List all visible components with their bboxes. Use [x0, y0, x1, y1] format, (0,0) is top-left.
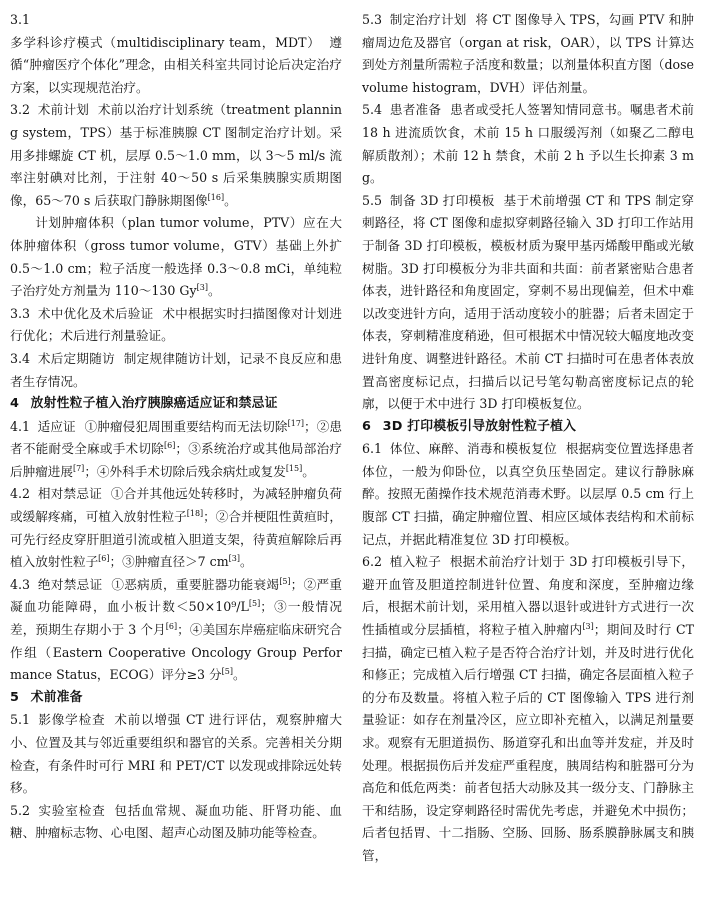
paragraph	[362, 438, 694, 551]
subsection-number: 5.1	[10, 712, 31, 728]
paragraph	[10, 800, 342, 845]
body-text: 制定规律随访计划，记录不良反应和患者生存情况。	[10, 350, 343, 389]
subsection-number: 6.2	[362, 554, 383, 570]
paragraph	[10, 574, 342, 687]
body-text: 将 CT 图像导入 TPS，勾画 PTV 和肿瘤周边危及器官（organ at risk，OAR），以 TPS 计算达到处方剂量所需粒子活度和数量；以剂量体积直方图（dose volume histogram，DVH）评估剂量。	[362, 12, 695, 95]
paragraph	[10, 303, 342, 348]
section-title: 术前准备	[30, 689, 83, 705]
body-text: ①合并其他远处转移时，为减轻肿瘤负荷或缓解疼痛，可植入放射性粒子	[10, 486, 343, 525]
section-title: 放射性粒子植入治疗胰腺癌适应证和禁忌证	[30, 396, 278, 412]
subsection-number: 4.3	[10, 576, 31, 592]
citation: [3]	[196, 282, 208, 292]
citation: [7]	[72, 463, 85, 473]
body-text: ；②严重凝血功能障碍，血小板计数＜50×10⁹/L	[10, 576, 343, 615]
body-text: 术前以增强 CT 进行评估，观察肿瘤大小、位置及其与邻近重要组织和器官的关系。完善相关分期检查，有条件时可行 MRI 和 PET/CT 以发现或排除远处转移。	[10, 712, 342, 796]
section-title: 3D 打印模板引导放射性粒子植入	[382, 418, 577, 434]
citation: [17]	[287, 418, 305, 428]
subsection-title: 影像学检查	[37, 712, 106, 728]
section-number: 6	[362, 418, 372, 434]
paragraph	[362, 99, 694, 189]
subsection-title: 体位、麻醉、消毒和模板复位	[389, 441, 557, 457]
citation: [5]	[279, 576, 291, 586]
paragraph	[362, 190, 694, 416]
subsection-title: 相对禁忌证	[37, 486, 103, 502]
subsection-number: 5.5	[362, 192, 383, 208]
subsection-title: 实验室检查	[37, 802, 106, 818]
citation: [6]	[98, 554, 110, 564]
paragraph	[10, 212, 342, 302]
subsection-title: 适应证	[37, 418, 76, 434]
subsection-number: 3.1	[10, 12, 31, 27]
paragraph	[10, 483, 342, 573]
body-text: ；②合并梗阻性黄疸时，可先行经皮穿肝胆道引流或植入胆道支架，待黄疸解除后再植入放射性粒子	[10, 509, 343, 570]
subsection-number: 5.3	[362, 12, 383, 27]
body-text: ；④外科手术切除后残余病灶或复发	[84, 463, 286, 479]
citation: [5]	[221, 667, 233, 677]
section-heading	[10, 393, 342, 416]
citation: [16]	[207, 192, 225, 202]
section-heading	[10, 687, 342, 710]
body-text: 。	[224, 192, 237, 208]
section-number: 5	[10, 689, 20, 705]
subsection-number: 4.1	[10, 418, 31, 434]
paragraph	[10, 416, 342, 484]
section-heading	[362, 416, 694, 439]
subsection-number: 3.4	[10, 350, 31, 366]
subsection-title: 术前计划	[37, 102, 90, 118]
body-text: ；③一般情况差，预期生存期小于 3 个月	[10, 599, 343, 638]
paragraph	[362, 9, 694, 99]
body-text: 患者或受托人签署知情同意书。嘱患者术前 18 h 进流质饮食，术前 15 h 口服缓泻剂（如聚乙二醇电解质散剂）；术前 12 h 禁食，术前 2 h 予以生长抑素 3 mg。	[362, 102, 695, 186]
citation: [15]	[285, 463, 303, 473]
subsection-title: 制备 3D 打印模板	[389, 192, 495, 208]
body-text: 包括血常规、凝血功能、肝肾功能、血糖、肿瘤标志物、心电图、超声心动图及肺功能等检查。	[10, 802, 343, 841]
body-text: ；③肿瘤直径＞7 cm	[109, 554, 229, 570]
citation: [3]	[582, 621, 594, 631]
body-text: 基于术前增强 CT 和 TPS 制定穿刺路径，将 CT 图像和虚拟穿刺路径输入 3D 打印工作站用于制备 3D 打印模板，模板材质为聚甲基丙烯酸甲酯或光敏树脂。3D 打印模板分为非共面和共面：前者紧密贴合患者体表，进针路径和角度固定，穿刺不易出现偏差，但术中难以改变进针方向，适用于活动度较小的脏器；后者未固定于体表，穿刺精准度稍逊，但可根据术中情况较大幅度地改变进针角度、调整进针路径。术前 CT 扫描时可在患者体表放置高密度标记点，扫描后以记号笔勾勒高密度标记点的轮廓，以便于术中进行 3D 打印模板复位。	[362, 192, 694, 412]
subsection-title: 术后定期随访	[37, 350, 115, 366]
body-text: 根据术前治疗计划于 3D 打印模板引导下，避开血管及胆道控制进针位置、角度和深度，至肿瘤边缘后，根据术前计划，采用植入器以退针或进针方式进行一次性插植或分层插植，将粒子植入肿瘤内	[362, 554, 694, 638]
body-text: ；期间及时行 CT 扫描，确定已植入粒子是否符合治疗计划，并及时进行优化和修正；完成植入后行增强 CT 扫描，确定各层面植入粒子的分布及数量。将植入粒子后的 CT 图像输入 TPS 进行剂量验证：如存在剂量冷区，应立即补充植入，以满足剂量要求。观察有无胆道损伤、肠道穿孔和出血等并发症，并及时处理。根据损伤后并发症严重程度，胰周结构和脏器可分为高危和低危两类：前者包括大动脉及其一级分支、门静脉主干和结肠，设定穿刺路径时需优先考虑，并避免术中损伤；后者包括胃、十二指肠、空肠、回肠、肠系膜静脉属支和胰管，	[362, 622, 694, 863]
body-text: ①恶病质，重要脏器功能衰竭	[111, 576, 280, 592]
body-text: 。	[240, 554, 253, 570]
paragraph	[10, 348, 342, 393]
subsection-number: 6.1	[362, 441, 383, 457]
subsection-title: 植入粒子	[389, 554, 442, 570]
section-number: 4	[10, 396, 20, 412]
body-text: 计划肿瘤体积（plan tumor volume，PTV）应在大体肿瘤体积（gross tumor volume，GTV）基础上外扩 0.5～1.0 cm；粒子活度一般选择 0.3～0.8 mCi，单纯粒子治疗处方剂量为 110～130 Gy	[10, 215, 342, 299]
subsection-number: 3.2	[10, 102, 31, 118]
body-text: ①肿瘤侵犯周围重要结构而无法切除	[84, 418, 288, 434]
right-column	[362, 9, 694, 868]
paragraph	[10, 99, 342, 212]
citation: [5]	[248, 599, 261, 609]
body-text: 术前以治疗计划系统（treatment planning system，TPS）基于标准胰腺 CT 图制定治疗计划。采用多排螺旋 CT 机，层厚 0.5～1.0 mm，以 3～5 ml/s 流率注射碘对比剂，于注射 40～50 s 后采集胰腺实质期图像，65～70 s 后获取门静脉期图像	[10, 102, 343, 208]
body-text: 。	[207, 283, 221, 299]
body-text: ；④美国东岸癌症临床研究合作组（Eastern Cooperative Oncology Group Performance Status，ECOG）评分≥3 分	[10, 622, 342, 683]
paragraph	[362, 551, 694, 867]
subsection-title: 患者准备	[389, 102, 442, 118]
citation: [6]	[165, 621, 178, 631]
body-text: ；③系统治疗或其他局部治疗后肿瘤进展	[10, 441, 342, 479]
body-text: 。	[233, 667, 246, 683]
subsection-title: 绝对禁忌证	[37, 576, 103, 592]
paragraph	[10, 9, 342, 99]
left-column	[10, 9, 342, 845]
body-text: 根据病变位置选择患者体位，一般为仰卧位，以真空负压垫固定。建议行静脉麻醉。按照无菌操作技术规范消毒术野。以层厚 0.5 cm 行上腹部 CT 扫描，确定肿瘤位置、相应区域体表结构和术前标记点，并据此精准复位 3D 打印模板。	[362, 441, 695, 547]
subsection-number: 4.2	[10, 486, 31, 502]
citation: [3]	[228, 554, 241, 564]
subsection-title: 制定治疗计划	[389, 12, 467, 27]
citation: [18]	[186, 508, 204, 518]
paragraph	[10, 709, 342, 799]
subsection-number: 5.4	[362, 102, 383, 118]
subsection-number: 5.2	[10, 802, 31, 818]
body-text: 。	[302, 463, 315, 479]
body-text: 术中根据实时扫描图像对计划进行优化；术后进行剂量验证。	[10, 305, 343, 344]
subsection-title: 术中优化及术后验证	[37, 305, 154, 321]
subsection-title: 多学科诊疗模式（multidisciplinary team，MDT）	[10, 34, 321, 50]
body-text: 遵循“肿瘤医疗个体化”理念，由相关科室共同讨论后决定治疗方案，以实现规范治疗。	[10, 34, 342, 95]
subsection-number: 3.3	[10, 305, 31, 321]
body-text: ；②患者不能耐受全麻或手术切除	[10, 418, 343, 457]
citation: [6]	[164, 441, 176, 451]
